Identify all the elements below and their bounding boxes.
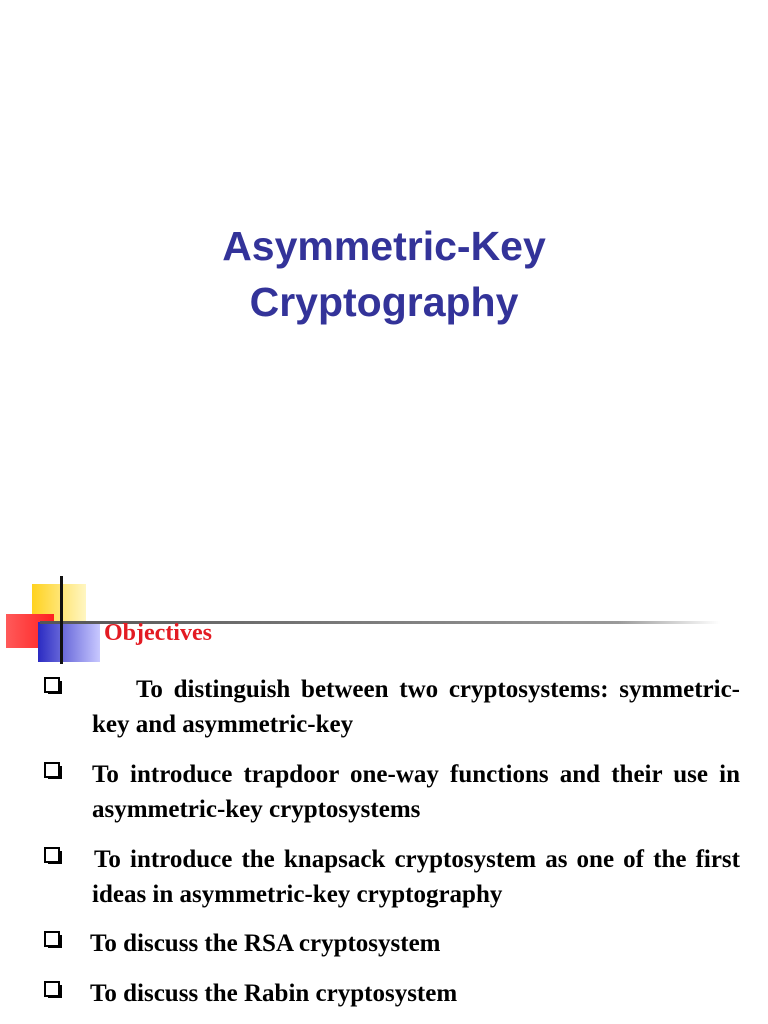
title-line-1: Asymmetric-Key (222, 223, 546, 269)
objective-item-3: To introduce the knapsack cryptosystem as one of the first ideas in asymmetric-key cryptography (92, 846, 740, 908)
objective-item-1: To distinguish between two cryptosystems: symmetric-key and asymmetric-key (92, 676, 740, 738)
slide-title (0, 218, 768, 330)
objective-item-2: To introduce trapdoor one-way functions and their use in asymmetric-key cryptosystems (92, 761, 740, 823)
checkbox-bullet-icon (42, 757, 66, 781)
vertical-rule (60, 576, 63, 664)
checkbox-bullet-icon (42, 976, 66, 1000)
checkbox-bullet-icon (42, 926, 66, 950)
objective-item-5: To discuss the Rabin cryptosystem (90, 980, 458, 1007)
checkbox-bullet-icon (42, 672, 66, 696)
blue-square (38, 622, 100, 662)
objectives-heading: Objectives (104, 620, 212, 646)
objective-item-4: To discuss the RSA cryptosystem (90, 930, 441, 957)
title-line-2: Cryptography (249, 279, 519, 325)
checkbox-bullet-icon (42, 842, 66, 866)
